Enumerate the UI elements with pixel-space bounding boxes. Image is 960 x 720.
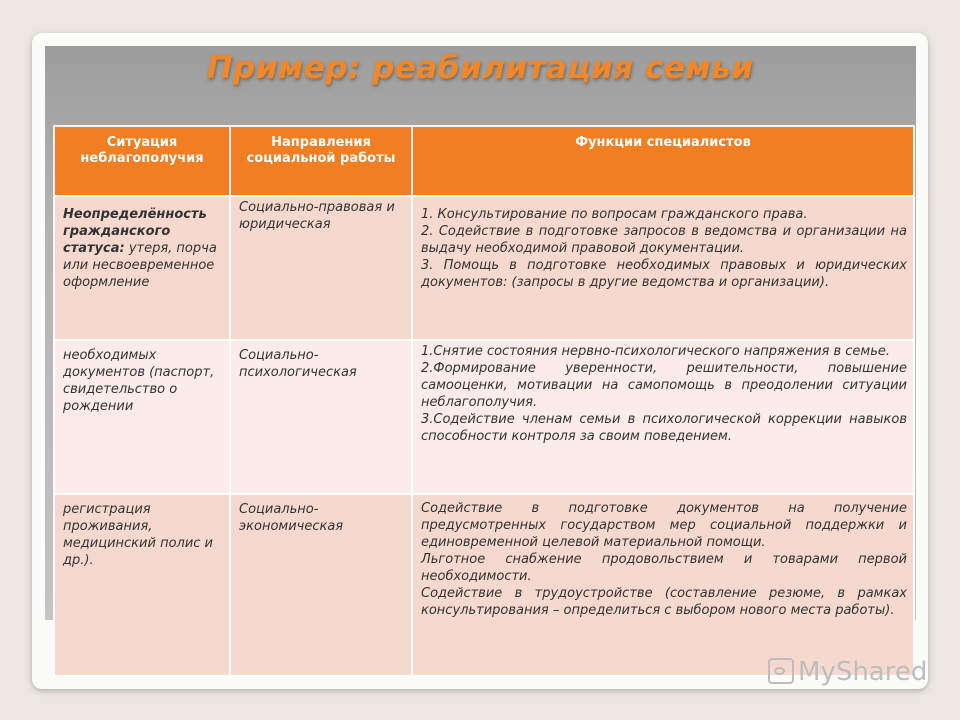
- situation-text: регистрация проживания, медицинский полис и др.).: [63, 502, 214, 568]
- function-item: 1. Консультирование по вопросам гражданского права.: [421, 207, 808, 222]
- function-item: 1.Снятие состояния нервно-психологического напряжения в семье.: [421, 344, 891, 359]
- header-functions: Функции специалистов: [412, 126, 914, 196]
- function-item: Содействие в подготовке документов на получение предусмотренных государством мер социальной поддержки и единовременной целевой материальной помощи.: [421, 501, 907, 550]
- table-header-row: [54, 126, 914, 196]
- function-item: 3.Содействие членам семьи в психологической коррекции навыков способности контроля за своим поведением.: [421, 412, 907, 444]
- function-item: 2. Содействие в подготовке запросов в ведомства и организации на выдачу необходимой правовой документации.: [421, 224, 907, 256]
- header-situation: Ситуация неблагополучия: [54, 126, 230, 196]
- situation-cell: [54, 494, 230, 676]
- function-item: Льготное снабжение продовольствием и товарами первой необходимости.: [421, 552, 907, 584]
- direction-cell: Социально-психологическая: [230, 340, 412, 494]
- situation-cell: [54, 196, 230, 340]
- situation-bold-text: Неопределённость гражданского статуса:: [63, 207, 207, 256]
- watermark-logo: [768, 657, 927, 687]
- functions-cell: [412, 494, 914, 676]
- function-item: 2.Формирование уверенности, решительности, повышение самооценки, мотивации на самопомощь в преодолении ситуации неблагополучия.: [421, 361, 907, 410]
- function-item: 3. Помощь в подготовке необходимых правовых и юридических документов: (запросы в другие ведомства и организации).: [421, 258, 907, 290]
- table-row: [54, 196, 914, 340]
- function-item: Содействие в трудоустройстве (составление резюме, в рамках консультирования – определиться с выбором нового места работы).: [421, 586, 907, 618]
- table-row: [54, 340, 914, 494]
- functions-cell: [412, 196, 914, 340]
- situation-text: утеря, порча или несвоевременное оформление: [63, 241, 217, 290]
- header-direction: Направления социальной работы: [230, 126, 412, 196]
- situation-text: необходимых документов (паспорт, свидетельство о рождении: [63, 348, 215, 414]
- table-row: [54, 494, 914, 676]
- situation-cell: [54, 340, 230, 494]
- rehabilitation-table: [53, 125, 915, 677]
- functions-cell: [412, 340, 914, 494]
- slide-title: Пример: реабилитация семьи: [206, 50, 754, 86]
- direction-cell: Социально-экономическая: [230, 494, 412, 676]
- presentation-logo-icon: [768, 658, 794, 684]
- watermark-text: MyShared: [798, 657, 928, 687]
- direction-cell: Социально-правовая и юридическая: [230, 196, 412, 340]
